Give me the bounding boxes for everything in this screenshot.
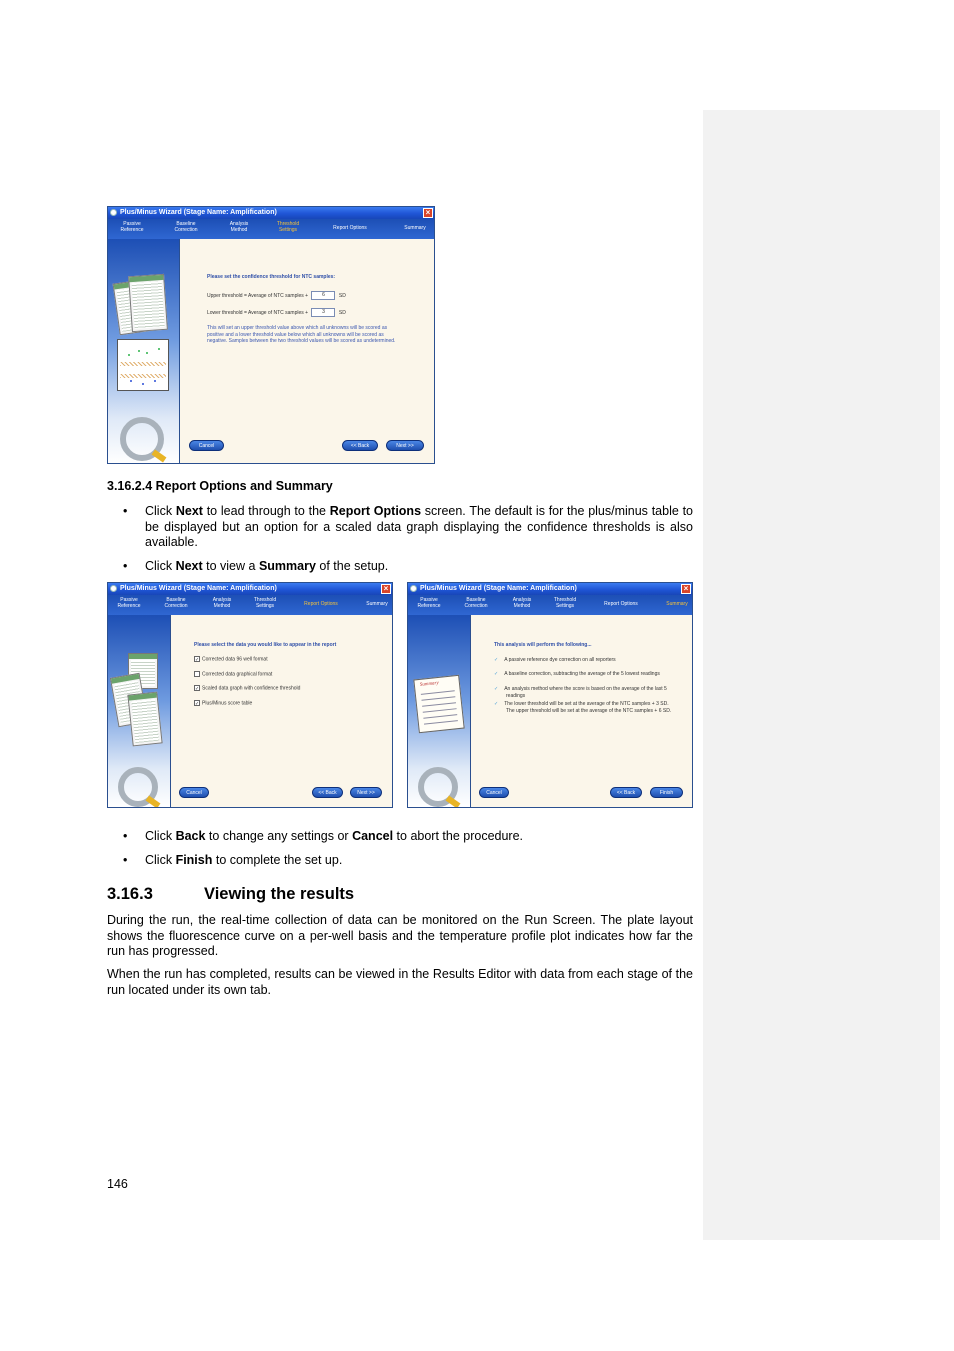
- wizard-content: [470, 615, 692, 807]
- step-passive-reference: Passive Reference: [117, 597, 141, 609]
- back-button[interactable]: << Back: [610, 787, 642, 798]
- spreadsheet-illustration: [128, 274, 168, 332]
- summary-item: ✓ A passive reference dye correction on all reporters: [494, 657, 616, 663]
- finish-button[interactable]: Finish: [650, 787, 683, 798]
- section-title: [107, 885, 354, 904]
- step-summary: Summary: [366, 601, 388, 607]
- wizard-threshold-settings: [107, 206, 435, 464]
- wizard-side-panel: [408, 615, 471, 807]
- q-logo-tail: [152, 450, 167, 463]
- lower-unit: SD: [338, 309, 346, 316]
- checkmark-icon: ✓: [494, 671, 499, 677]
- report-option-0[interactable]: ✓ Corrected data 96 well format: [195, 656, 268, 663]
- step-summary: Summary: [666, 601, 688, 607]
- q-logo-tail: [446, 796, 461, 808]
- back-button[interactable]: << Back: [342, 440, 378, 451]
- wizard-side-panel: [108, 239, 180, 463]
- window-title: Plus/Minus Wizard (Stage Name: Amplification): [120, 209, 277, 216]
- summary-item: ✓ The lower threshold will be set at the average of the NTC samples + 3 SD. The upper threshold will be set at the average of the NTC samples + 6 SD.: [494, 701, 672, 714]
- wizard-summary: [407, 582, 693, 808]
- wizard-content: [170, 615, 392, 807]
- step-threshold-settings: Threshold Settings: [553, 597, 577, 609]
- window-titlebar[interactable]: [408, 583, 692, 595]
- report-option-1[interactable]: Corrected data graphical format: [194, 671, 272, 678]
- checkbox-unchecked[interactable]: [194, 671, 200, 677]
- spreadsheet-illustration: [127, 692, 162, 747]
- comment-margin: [703, 110, 940, 1240]
- upper-unit: SD: [338, 292, 346, 299]
- window-title: Plus/Minus Wizard (Stage Name: Amplification): [120, 585, 277, 592]
- close-icon[interactable]: ×: [381, 584, 391, 594]
- lower-threshold-label: Lower threshold = Average of NTC samples +: [207, 309, 309, 316]
- wizard-steps: [108, 595, 392, 615]
- step-report-options: Report Options: [304, 601, 338, 607]
- app-icon: [110, 585, 117, 592]
- step-baseline-correction: Baseline Correction: [464, 597, 488, 609]
- wizard-content: [179, 239, 434, 463]
- checkmark-icon: ✓: [494, 657, 499, 663]
- summary-item: ✓ An analysis method where the score is based on the average of the last 5 readings: [494, 686, 667, 699]
- report-option-2[interactable]: ✓ Scaled data graph with confidence threshold: [195, 685, 301, 692]
- section-title-text: Viewing the results: [204, 885, 355, 903]
- next-button[interactable]: Next >>: [350, 787, 382, 798]
- app-icon: [410, 585, 417, 592]
- paragraph: During the run, the real-time collection of data can be monitored on the Run Screen. The plate layout shows the fluorescence curve on a per-well basis and the temperature profile plot indicates how far the run has progressed.: [107, 913, 693, 958]
- upper-threshold-spinner[interactable]: 6: [311, 291, 335, 300]
- lower-threshold-row: [207, 308, 346, 317]
- step-analysis-method: Analysis Method: [512, 597, 532, 609]
- checkbox-checked[interactable]: ✓: [195, 686, 200, 692]
- lower-threshold-spinner[interactable]: 3: [311, 308, 335, 317]
- wizard-steps: [408, 595, 692, 615]
- checkbox-checked[interactable]: ✓: [195, 657, 200, 663]
- summary-item: ✓ A baseline correction, subtracting the average of the 5 lowest readings: [494, 671, 660, 677]
- summary-scroll-illustration: [413, 675, 464, 734]
- scatter-plot-illustration: [117, 339, 169, 391]
- section-heading: 3.16.2.4 Report Options and Summary: [107, 479, 333, 493]
- content-heading: This analysis will perform the following...: [494, 642, 592, 648]
- cancel-button[interactable]: Cancel: [189, 440, 224, 451]
- app-icon: [110, 209, 117, 216]
- close-icon[interactable]: ×: [423, 208, 433, 218]
- step-passive-reference: Passive Reference: [120, 221, 144, 233]
- step-report-options: Report Options: [604, 601, 638, 607]
- content-heading: Please select the data you would like to appear in the report: [194, 642, 337, 648]
- step-baseline-correction: Baseline Correction: [164, 597, 188, 609]
- report-option-3[interactable]: ✓ Plus/Minus score table: [195, 700, 253, 707]
- checkmark-icon: ✓: [494, 701, 499, 707]
- step-report-options: Report Options: [333, 225, 367, 231]
- step-analysis-method: Analysis Method: [212, 597, 232, 609]
- back-button[interactable]: << Back: [312, 787, 343, 798]
- checkbox-checked[interactable]: ✓: [195, 701, 200, 707]
- next-button[interactable]: Next >>: [386, 440, 424, 451]
- window-title: Plus/Minus Wizard (Stage Name: Amplification): [420, 585, 577, 592]
- paragraph: When the run has completed, results can be viewed in the Results Editor with data from each stage of the run located under its own tab.: [107, 967, 693, 997]
- threshold-description: This will set an upper threshold value above which all unknowns will be scored as positive and a lower threshold value below which all unknowns will be scored as negative. Samples between the two threshold values will be scored as undetermined.: [207, 325, 396, 344]
- page-number: 146: [107, 1177, 128, 1191]
- step-threshold-settings: Threshold Settings: [253, 597, 277, 609]
- step-baseline-correction: Baseline Correction: [174, 221, 198, 233]
- window-titlebar[interactable]: [108, 583, 392, 595]
- step-threshold-settings: Threshold Settings: [276, 221, 300, 233]
- upper-threshold-row: [207, 291, 346, 300]
- cancel-button[interactable]: Cancel: [479, 787, 509, 798]
- wizard-steps: [108, 219, 434, 239]
- section-number: 3.16.3: [107, 885, 153, 903]
- q-logo-tail: [146, 796, 161, 808]
- wizard-report-options: [107, 582, 393, 808]
- close-icon[interactable]: ×: [681, 584, 691, 594]
- checkmark-icon: ✓: [494, 686, 499, 692]
- cancel-button[interactable]: Cancel: [179, 787, 209, 798]
- wizard-side-panel: [108, 615, 171, 807]
- step-analysis-method: Analysis Method: [229, 221, 249, 233]
- scroll-title: Summary: [419, 680, 439, 688]
- step-summary: Summary: [404, 225, 426, 231]
- step-passive-reference: Passive Reference: [417, 597, 441, 609]
- window-titlebar[interactable]: [108, 207, 434, 219]
- upper-threshold-label: Upper threshold = Average of NTC samples +: [207, 292, 309, 299]
- content-heading: Please set the confidence threshold for NTC samples:: [207, 274, 336, 280]
